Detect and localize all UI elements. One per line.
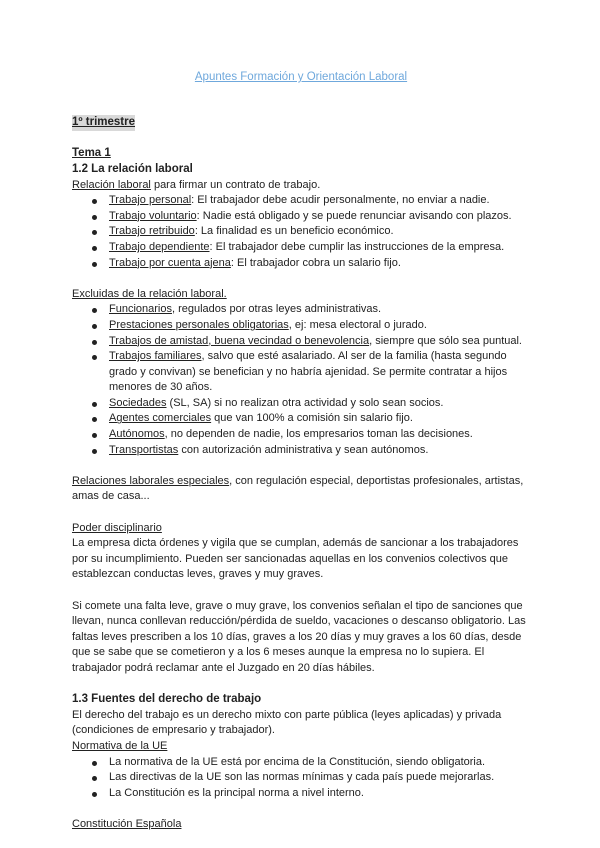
tema-heading: Tema 1	[72, 147, 111, 160]
list-item: Autónomos, no dependen de nadie, los empresarios toman las decisiones.	[72, 427, 530, 443]
ue-heading: Normativa de la UE	[72, 739, 168, 752]
list-item: Trabajo voluntario: Nadie está obligado y se puede renunciar avisando con plazos.	[72, 209, 530, 225]
poder-heading: Poder disciplinario	[72, 521, 162, 534]
list-item: Trabajo retribuido: La finalidad es un beneficio económico.	[72, 224, 530, 240]
document-body	[72, 70, 530, 833]
list-item: Trabajo dependiente: El trabajador debe cumplir las instrucciones de la empresa.	[72, 240, 530, 256]
poder-paragraph-1: La empresa dicta órdenes y vigila que se cumplan, además de sancionar a los trabajadores por su incumplimiento. Pueden ser sancionadas aquellas en los convenios colectivos que establezcan conductas leves, graves y muy graves.	[72, 537, 519, 581]
list-item: Sociedades (SL, SA) si no realizan otra actividad y solo sean socios.	[72, 396, 530, 412]
list-item: La normativa de la UE está por encima de la Constitución, siendo obligatoria.	[72, 755, 530, 771]
especiales-paragraph: Relaciones laborales especiales, con regulación especial, deportistas profesionales, artistas, amas de casa...	[72, 474, 524, 503]
ue-list	[72, 755, 530, 802]
list-item: Trabajos familiares, salvo que esté asalariado. Al ser de la familia (hasta segundo grado y convivan) se benefician y no habría ajenidad. Se permite contratar a hijos menores de 30 años.	[72, 349, 530, 396]
list-item: Funcionarios, regulados por otras leyes administrativas.	[72, 302, 530, 318]
list-item: Prestaciones personales obligatorias, ej: mesa electoral o jurado.	[72, 318, 530, 334]
list-item: Trabajo por cuenta ajena: El trabajador cobra un salario fijo.	[72, 256, 530, 272]
section-1-2-heading: 1.2 La relación laboral	[72, 162, 193, 175]
fuentes-intro: El derecho del trabajo es un derecho mixto con parte pública (leyes aplicadas) y privada (condiciones de empresario y trabajador).	[72, 708, 502, 737]
relacion-list	[72, 193, 530, 271]
term: Relación laboral	[72, 178, 151, 191]
excluidas-list	[72, 302, 530, 458]
excluidas-heading: Excluidas de la relación laboral.	[72, 287, 227, 300]
list-item: Transportistas con autorización administrativa y sean autónomos.	[72, 443, 530, 459]
list-item: La Constitución es la principal norma a nivel interno.	[72, 786, 530, 802]
list-item: Trabajo personal: El trabajador debe acudir personalmente, no enviar a nadie.	[72, 193, 530, 209]
document-title: Apuntes Formación y Orientación Laboral	[194, 71, 408, 83]
list-item: Agentes comerciales que van 100% a comisión sin salario fijo.	[72, 411, 530, 427]
constitucion-heading: Constitución Española	[72, 817, 182, 830]
poder-paragraph-2: Si comete una falta leve, grave o muy grave, los convenios señalan el tipo de sanciones que llevan, nunca conllevan reducción/pérdida de sueldo, vacaciones o descanso obligatorio. Las faltas leves prescriben a los 10 días, graves a los 20 días y muy graves a los 60 días, desde que se sabe que se cometieron y a los 6 meses aunque la empresa no lo supiera. El trabajador podrá reclamar ante el Juzgado en 20 días hábiles.	[72, 599, 526, 674]
section-1-3-heading: 1.3 Fuentes del derecho de trabajo	[72, 693, 262, 706]
trimester-heading: 1º trimestre	[72, 115, 135, 131]
text: para firmar un contrato de trabajo.	[150, 178, 321, 191]
list-item: Las directivas de la UE son las normas mínimas y cada país puede mejorarlas.	[72, 770, 530, 786]
list-item: Trabajos de amistad, buena vecindad o benevolencia, siempre que sólo sea puntual.	[72, 334, 530, 350]
relacion-intro	[72, 178, 530, 194]
